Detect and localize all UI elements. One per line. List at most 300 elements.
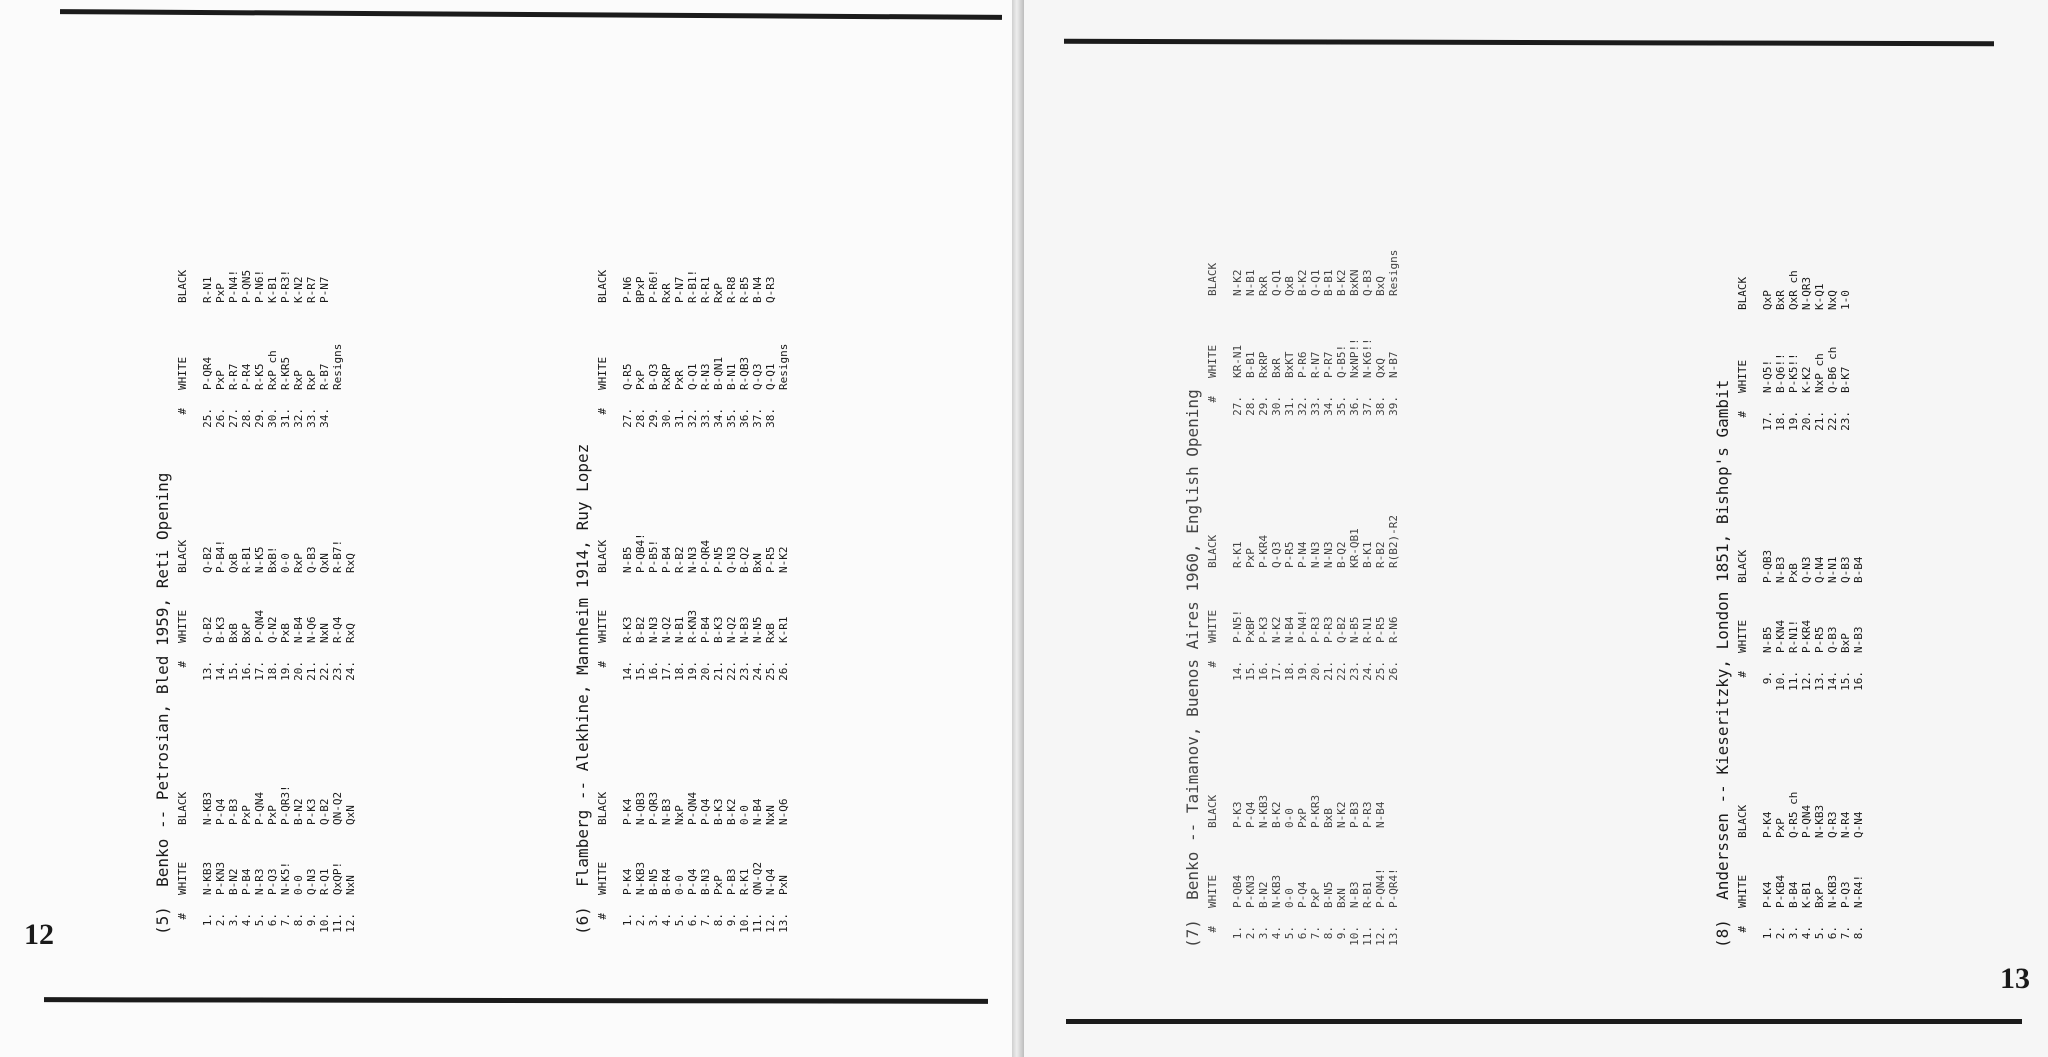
move-entry: P-B4! — [214, 539, 227, 573]
move-entry: N-K2 — [1335, 801, 1348, 828]
move-entry: 34. — [318, 408, 331, 428]
move-entry: P-R3 — [1309, 616, 1322, 643]
move-entry: 9. — [305, 913, 318, 927]
move-entry: R-Q4 — [331, 616, 344, 643]
move-entry: PxR — [673, 370, 686, 390]
move-number-column: # 1. 2. 3. 4. 5. 6. 7. 8. 9. 10. 11. 12. 13. — [596, 913, 790, 935]
move-entry: BxKN — [1348, 269, 1361, 296]
move-entry: N-K2 — [1270, 616, 1283, 643]
move-entry: 10. — [1774, 671, 1787, 691]
move-entry: B-K1 — [1361, 541, 1374, 568]
move-entry: PxP — [214, 370, 227, 390]
move-entry: 14. — [1826, 671, 1839, 691]
move-entry: R-N6 — [1387, 616, 1400, 643]
game-title: (5) Benko -- Petrosian, Bled 1959, Reti Opening — [153, 472, 172, 935]
move-entry: NxP ch — [1813, 353, 1826, 393]
move-entry: R-N3 — [699, 363, 712, 390]
move-entry: B-Q2 — [1335, 541, 1348, 568]
game-8 — [1710, 270, 1865, 948]
move-entry: N-N3 — [647, 616, 660, 643]
move-entry: 14. — [621, 661, 634, 681]
move-entry: Q-R5 — [621, 363, 634, 390]
move-entry: 19. — [1296, 661, 1309, 681]
move-entry: N-R4 — [1839, 811, 1852, 838]
move-entry: BxR — [1774, 290, 1787, 310]
move-entry: B-K3 — [712, 616, 725, 643]
move-entry: K-N2 — [292, 276, 305, 303]
move-entry: B-R4 — [660, 868, 673, 895]
move-entry: R-QB3 — [738, 356, 751, 390]
move-entry: P-N5 — [712, 546, 725, 573]
move-entry: 8. — [1852, 926, 1865, 940]
move-entry: R-KN3 — [686, 609, 699, 643]
move-entry: 31. — [673, 408, 686, 428]
move-entry: PxN — [777, 875, 790, 895]
move-entry: P-R5 — [764, 546, 777, 573]
move-entry: R-B1 — [240, 546, 253, 573]
move-entry: N-KB3 — [1257, 794, 1270, 828]
move-entry: P-QN4 — [253, 791, 266, 825]
move-entry: RxRP — [660, 363, 673, 390]
move-entry: 18. — [1774, 411, 1787, 431]
move-entry: 13. — [201, 661, 214, 681]
move-entry: 23. — [738, 661, 751, 681]
move-entry: 11. — [1361, 926, 1374, 946]
move-entry: 2. — [634, 913, 647, 927]
move-entry: 13. — [1813, 671, 1826, 691]
move-number-column: # 1. 2. 3. 4. 5. 6. 7. 8. 9. 10. 11. 12. — [176, 913, 357, 935]
bottom-rule — [44, 997, 988, 1004]
move-entry: 3. — [1787, 926, 1800, 940]
move-entry: R-K1 — [738, 868, 751, 895]
move-entry: 1. — [1761, 926, 1774, 940]
move-entry: 26. — [777, 661, 790, 681]
move-entry: 14. — [214, 661, 227, 681]
move-entry: P-R3 — [1361, 801, 1374, 828]
game-title: (6) Flamberg -- Alekhine, Mannheim 1914, Ruy Lopez — [573, 443, 592, 935]
move-entry: 17. — [1761, 411, 1774, 431]
move-entry: QxN — [344, 805, 357, 825]
game-7 — [1180, 249, 1400, 948]
move-entry: P-Q4 — [699, 798, 712, 825]
move-entry: 13. — [777, 913, 790, 933]
move-entry: 38. — [764, 408, 777, 428]
move-entry: 38. — [1374, 396, 1387, 416]
black-moves-column: BLACK P-K4 PxP Q-R5 ch P-QN4 N-KB3 Q-R3 N-R4 Q-N4 — [1736, 791, 1865, 838]
move-entry: 23. — [1839, 411, 1852, 431]
move-entry: N-K2 — [777, 546, 790, 573]
move-entry: 7. — [279, 913, 292, 927]
move-entry: PxP — [1309, 888, 1322, 908]
move-entry: 32. — [1296, 396, 1309, 416]
move-entry: P-KB4 — [1774, 874, 1787, 908]
move-entry: 3. — [1257, 926, 1270, 940]
move-entry: 28. — [240, 408, 253, 428]
move-entry: QxQP! — [331, 861, 344, 895]
move-entry: P-QR4! — [1387, 868, 1400, 908]
move-entry: N-B3 — [738, 616, 751, 643]
move-entry: PxP — [634, 370, 647, 390]
move-entry: N-N3 — [1322, 541, 1335, 568]
move-entry: Q-N3 — [1800, 556, 1813, 583]
move-entry: KR-QB1 — [1348, 528, 1361, 568]
move-number-column: # 27. 28. 29. 30. 31. 32. 33. 34. 35. 36. 37. 38. — [596, 408, 777, 430]
move-number-column: # 25. 26. 27. 28. 29. 30. 31. 32. 33. 34. — [176, 408, 331, 430]
move-entry: P-QB4 — [1231, 874, 1244, 908]
move-entry: P-B3 — [227, 798, 240, 825]
move-entry: PxP — [712, 875, 725, 895]
move-entry: K-B1 — [266, 276, 279, 303]
move-entry: 21. — [1322, 661, 1335, 681]
move-entry: N-K5 — [253, 546, 266, 573]
move-entry: BxB! — [266, 546, 279, 573]
move-entry: RxP — [292, 553, 305, 573]
move-entry: 34. — [1322, 396, 1335, 416]
move-entry: P-Q4 — [686, 868, 699, 895]
black-moves-column: BLACK N-K2 N-B1 RxR Q-Q1 QxB B-K2 Q-Q1 B-B1 B-K2 BxKN Q-B3 BxQ Resigns — [1206, 249, 1400, 296]
move-entry: K-K2 — [1800, 366, 1813, 393]
move-entry: 24. — [751, 661, 764, 681]
move-entry: P-QN4 — [253, 609, 266, 643]
move-entry: P-N6 — [621, 276, 634, 303]
move-entry: 20. — [292, 661, 305, 681]
move-entry: QN-Q2 — [331, 791, 344, 825]
move-entry: 28. — [634, 408, 647, 428]
move-entry: Q-N3 — [305, 868, 318, 895]
black-moves-column: BLACK P-N6 BPxP P-R6! RxR P-N7 R-B1! R-R1 RxP R-R8 R-B5 B-N4 Q-R3 — [596, 269, 777, 303]
move-entry: B-K3 — [712, 798, 725, 825]
move-entry: P-N4! — [227, 269, 240, 303]
move-entry: Q-R5 ch — [1787, 791, 1800, 838]
move-entry: B-K2 — [725, 798, 738, 825]
move-entry: QxB — [227, 553, 240, 573]
move-entry: 26. — [1387, 661, 1400, 681]
move-entry: PxP — [1774, 818, 1787, 838]
move-entry: R-B5 — [738, 276, 751, 303]
move-entry: 11. — [331, 913, 344, 933]
move-entry: QxB — [1283, 276, 1296, 296]
move-entry: 8. — [712, 913, 725, 927]
move-entry: P-R3 — [1322, 616, 1335, 643]
move-entry: P-KR4 — [1257, 534, 1270, 568]
move-entry: P-K4 — [1761, 881, 1774, 908]
move-entry: 9. — [1761, 671, 1774, 685]
move-entry: Q-Q1 — [764, 363, 777, 390]
move-entry: P-Q4 — [1296, 881, 1309, 908]
move-entry: PxB — [1787, 563, 1800, 583]
move-entry: 34. — [712, 408, 725, 428]
move-entry: 29. — [1257, 396, 1270, 416]
move-entry: 33. — [1309, 396, 1322, 416]
move-entry: N-B5 — [621, 546, 634, 573]
white-moves-column: WHITE Q-R5 PxP B-Q3 RxRP PxR Q-Q1 R-N3 B-QN1 B-N1 R-QB3 Q-Q3 Q-Q1 Resigns — [596, 343, 790, 390]
move-entry: 33. — [699, 408, 712, 428]
move-entry: 30. — [660, 408, 673, 428]
move-entry: 3. — [227, 913, 240, 927]
move-entry: P-K3 — [1257, 616, 1270, 643]
move-entry: NxP — [673, 805, 686, 825]
move-entry: BxP — [240, 623, 253, 643]
move-entry: RxP ch — [266, 350, 279, 390]
move-entry: R-N1 — [201, 276, 214, 303]
move-entry: Q-B3 — [1361, 269, 1374, 296]
move-entry: RxP — [305, 370, 318, 390]
move-entry: 36. — [738, 408, 751, 428]
move-entry: 14. — [1231, 661, 1244, 681]
move-entry: B-K3 — [214, 616, 227, 643]
move-entry: 6. — [1826, 926, 1839, 940]
move-entry: N-R4! — [1852, 874, 1865, 908]
move-entry: 9. — [725, 913, 738, 927]
move-entry: P-K4 — [621, 868, 634, 895]
move-entry: B-K2 — [1296, 269, 1309, 296]
white-moves-column: WHITE N-B5 P-KN4 R-N1! P-KR4 P-R5 Q-B3 BxP N-B3 — [1736, 619, 1865, 653]
move-entry: N-B3 — [660, 798, 673, 825]
move-entry: 11. — [751, 913, 764, 933]
move-entry: P-KR3 — [1309, 794, 1322, 828]
white-moves-column: WHITE P-QB4 P-KN3 B-N2 N-KB3 0-0 P-Q4 PxP B-N5 BxN N-B3 R-B1 P-QN4! P-QR4! — [1206, 868, 1400, 908]
black-moves-column: BLACK QxP BxR QxR ch N-QR3 K-Q1 NxQ 1-0 — [1736, 270, 1852, 310]
move-entry: 27. — [227, 408, 240, 428]
move-entry: 24. — [1361, 661, 1374, 681]
move-entry: P-Q3 — [266, 868, 279, 895]
move-entry: 10. — [1348, 926, 1361, 946]
move-entry: R-B7 — [318, 363, 331, 390]
move-entry: 9. — [1335, 926, 1348, 940]
black-moves-column: BLACK P-K3 P-Q4 N-KB3 B-K2 0-0 PxP P-KR3 BxB N-K2 P-B3 P-R3 N-B4 — [1206, 794, 1387, 828]
move-entry: QxR ch — [1787, 270, 1800, 310]
move-entry: P-KN3 — [214, 861, 227, 895]
move-entry: BxKT — [1283, 351, 1296, 378]
move-entry: B-N2 — [292, 798, 305, 825]
move-entry: 37. — [751, 408, 764, 428]
move-entry: P-K4 — [1761, 811, 1774, 838]
move-entry: P-K4 — [621, 798, 634, 825]
move-entry: Q-N4 — [1852, 811, 1865, 838]
move-entry: 5. — [673, 913, 686, 927]
move-entry: B-B1 — [1322, 269, 1335, 296]
move-entry: 15. — [1839, 671, 1852, 691]
move-entry: 18. — [1283, 661, 1296, 681]
move-entry: Q-Q1 — [686, 363, 699, 390]
move-entry: 16. — [1852, 671, 1865, 691]
move-entry: 27. — [1231, 396, 1244, 416]
move-entry: B-B4 — [1787, 881, 1800, 908]
move-entry: Q-Q1 — [1309, 269, 1322, 296]
move-entry: Q-B3 — [1826, 626, 1839, 653]
move-entry: N-KB3 — [634, 861, 647, 895]
black-moves-column: BLACK N-KB3 P-Q4 P-B3 PxP P-QN4 PxP P-QR3! B-N2 P-K3 Q-B2 QN-Q2 QxN — [176, 785, 357, 825]
move-entry: Q-B2 — [201, 616, 214, 643]
move-entry: 0-0 — [738, 805, 751, 825]
move-entry: P-QN4 — [1800, 804, 1813, 838]
move-entry: 7. — [1309, 926, 1322, 940]
white-moves-column: WHITE P-K4 N-KB3 B-N5 B-R4 0-0 P-Q4 B-N3 PxP P-B3 R-K1 QN-Q2 N-Q4 PxN — [596, 861, 790, 895]
move-entry: Q-B2 — [318, 798, 331, 825]
move-entry: 29. — [647, 408, 660, 428]
move-entry: 35. — [1335, 396, 1348, 416]
move-entry: P-N4! — [1296, 609, 1309, 643]
move-entry: P-QR3 — [647, 791, 660, 825]
move-entry: 16. — [1257, 661, 1270, 681]
move-entry: R-R8 — [725, 276, 738, 303]
move-entry: Q-B3 — [1839, 556, 1852, 583]
move-entry: 4. — [240, 913, 253, 927]
move-entry: N-B4 — [1283, 616, 1296, 643]
move-entry: 8. — [1322, 926, 1335, 940]
move-entry: 5. — [253, 913, 266, 927]
move-entry: Resigns — [331, 343, 344, 390]
move-entry: N-B4 — [751, 798, 764, 825]
page-number: 12 — [24, 918, 54, 951]
right-page — [1024, 0, 2048, 1057]
move-entry: P-B3 — [1348, 801, 1361, 828]
move-entry: P-QB3 — [1761, 549, 1774, 583]
move-entry: Q-Q1 — [1270, 269, 1283, 296]
move-entry: 4. — [1270, 926, 1283, 940]
move-entry: 25. — [201, 408, 214, 428]
move-number-column: # 14. 15. 16. 17. 18. 19. 20. 21. 22. 23. 24. 25. 26. — [1206, 661, 1400, 683]
move-entry: R-R7 — [227, 363, 240, 390]
move-entry: Q-B2 — [201, 546, 214, 573]
move-entry: N-B1 — [1244, 269, 1257, 296]
move-entry: P-KN4 — [1774, 619, 1787, 653]
move-entry: NxN — [344, 875, 357, 895]
move-entry: N-N5 — [751, 616, 764, 643]
move-entry: 31. — [279, 408, 292, 428]
move-entry: N-QR3 — [1800, 276, 1813, 310]
move-entry: 31. — [1283, 396, 1296, 416]
move-entry: 19. — [686, 661, 699, 681]
move-entry: Q-B3 — [305, 546, 318, 573]
move-entry: PxP — [266, 805, 279, 825]
move-entry: 1. — [201, 913, 214, 927]
move-entry: B-Q3 — [647, 363, 660, 390]
move-entry: PxP — [240, 805, 253, 825]
move-entry: N-B5 — [1348, 616, 1361, 643]
move-entry: N-KB3 — [1270, 874, 1283, 908]
move-entry: P-R7 — [1322, 351, 1335, 378]
white-moves-column: WHITE P-QR4 PxP R-R7 P-R4 R-K5 RxP ch R-KR5 RxP RxP R-B7 Resigns — [176, 343, 344, 390]
white-moves-column: WHITE P-K4 P-KB4 B-B4 K-B1 BxP N-KB3 P-Q3 N-R4! — [1736, 874, 1865, 908]
move-entry: P-QR3! — [279, 785, 292, 825]
move-entry: P-R5 — [1374, 616, 1387, 643]
top-rule — [60, 9, 1002, 20]
move-entry: 15. — [227, 661, 240, 681]
move-entry: N-K5! — [279, 861, 292, 895]
white-moves-column: WHITE N-KB3 P-KN3 B-N2 P-B4 N-R3 P-Q3 N-K5! 0-0 Q-N3 R-Q1 QxQP! NxN — [176, 861, 357, 895]
move-entry: P-KN3 — [1244, 874, 1257, 908]
move-entry: BxB — [227, 623, 240, 643]
move-entry: N-Q5! — [1761, 359, 1774, 393]
move-entry: RxQ — [344, 623, 357, 643]
move-entry: NxNP!! — [1348, 338, 1361, 378]
move-entry: 26. — [214, 408, 227, 428]
move-entry: 20. — [1309, 661, 1322, 681]
move-entry: Q-Q3 — [1270, 541, 1283, 568]
move-number-column: # 27. 28. 29. 30. 31. 32. 33. 34. 35. 36. 37. 38. 39. — [1206, 396, 1400, 418]
move-entry: P-N5! — [1231, 609, 1244, 643]
move-entry: R-B2 — [673, 546, 686, 573]
move-entry: NxN — [318, 623, 331, 643]
move-entry: 11. — [1787, 671, 1800, 691]
move-entry: N-R3 — [253, 868, 266, 895]
move-entry: 15. — [634, 661, 647, 681]
move-entry: 21. — [712, 661, 725, 681]
move-entry: N-Q2 — [725, 616, 738, 643]
move-entry: N-B4 — [292, 616, 305, 643]
move-entry: R-B2 — [1374, 541, 1387, 568]
move-entry: 12. — [344, 913, 357, 933]
move-entry: B-N1 — [725, 363, 738, 390]
move-entry: P-R6 — [1296, 351, 1309, 378]
move-entry: 32. — [686, 408, 699, 428]
move-entry: N-B4 — [1374, 801, 1387, 828]
move-entry: 6. — [1296, 926, 1309, 940]
move-entry: P-Q4 — [1244, 801, 1257, 828]
black-moves-column: BLACK R-N1 PxP P-N4! P-QN5 P-N6! K-B1 P-R3! K-N2 R-R7 P-N7 — [176, 269, 331, 303]
move-entry: 24. — [344, 661, 357, 681]
move-entry: 36. — [1348, 396, 1361, 416]
move-entry: B-B4 — [1852, 556, 1865, 583]
move-entry: 3. — [647, 913, 660, 927]
move-entry: Q-B2 — [1335, 616, 1348, 643]
move-entry: BxQ — [1374, 276, 1387, 296]
move-entry: R-K1 — [1231, 541, 1244, 568]
move-entry: Q-R3 — [764, 276, 777, 303]
move-entry: 8. — [292, 913, 305, 927]
move-entry: BxN — [1335, 888, 1348, 908]
move-entry: B-N5 — [647, 868, 660, 895]
move-entry: 21. — [1813, 411, 1826, 431]
move-entry: P-N7 — [673, 276, 686, 303]
move-entry: Q-N4 — [1813, 556, 1826, 583]
move-entry: N-B3 — [1852, 626, 1865, 653]
move-entry: B-N5 — [1322, 881, 1335, 908]
move-number-column: # 1. 2. 3. 4. 5. 6. 7. 8. 9. 10. 11. 12. 13. — [1206, 926, 1400, 948]
move-entry: K-R1 — [777, 616, 790, 643]
move-entry: N-K6!! — [1361, 338, 1374, 378]
move-entry: 28. — [1244, 396, 1257, 416]
move-entry: R-R1 — [699, 276, 712, 303]
move-entry: B-K2 — [1270, 801, 1283, 828]
move-entry: P-R4 — [240, 363, 253, 390]
move-entry: N-N3 — [686, 546, 699, 573]
move-entry: R-B1 — [1361, 881, 1374, 908]
move-entry: 16. — [647, 661, 660, 681]
move-entry: 18. — [673, 661, 686, 681]
move-entry: RxRP — [1257, 351, 1270, 378]
move-number-column: # 9. 10. 11. 12. 13. 14. 15. 16. — [1736, 671, 1865, 693]
move-entry: Q-B5! — [1335, 344, 1348, 378]
move-number-column: # 17. 18. 19. 20. 21. 22. 23. — [1736, 411, 1852, 433]
move-entry: KR-N1 — [1231, 344, 1244, 378]
move-entry: 0-0 — [292, 875, 305, 895]
white-moves-column: WHITE KR-N1 B-B1 RxRP BxR BxKT P-R6 R-N7 P-R7 Q-B5! NxNP!! N-K6!! QxQ N-B7 — [1206, 338, 1400, 378]
move-entry: B-B2 — [634, 616, 647, 643]
move-entry: 22. — [1826, 411, 1839, 431]
move-entry: B-N3 — [699, 868, 712, 895]
move-entry: B-QN1 — [712, 356, 725, 390]
move-entry: N-KB3 — [1813, 804, 1826, 838]
black-moves-column: BLACK Q-B2 P-B4! QxB R-B1 N-K5 BxB! 0-0 RxP Q-B3 QxN R-B7! RxQ — [176, 539, 357, 573]
move-entry: P-B4 — [699, 616, 712, 643]
move-entry: 0-0 — [1283, 808, 1296, 828]
move-entry: 2. — [1244, 926, 1257, 940]
move-entry: N-Q2 — [660, 616, 673, 643]
move-entry: B-Q6!! — [1774, 353, 1787, 393]
move-entry: 29. — [253, 408, 266, 428]
